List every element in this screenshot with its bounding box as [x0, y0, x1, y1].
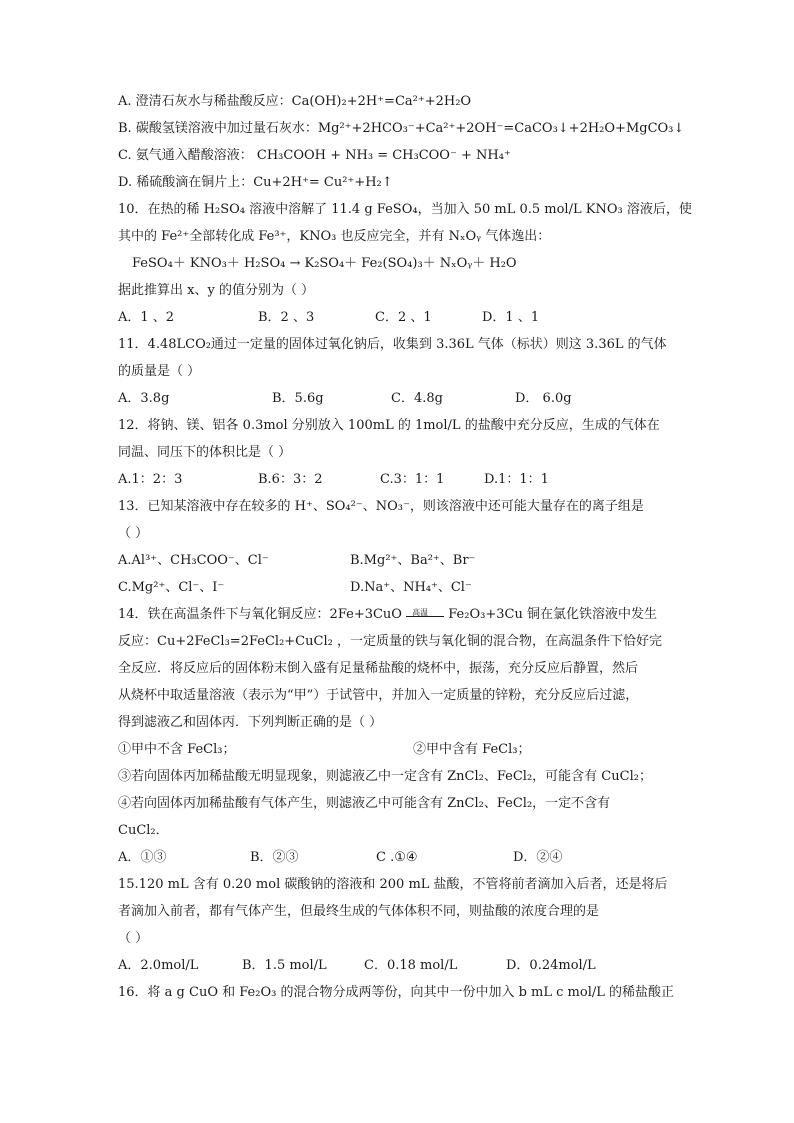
q14-statement-1: ①甲中不含 FeCl₃； [118, 742, 236, 757]
q16-stem-line1: 16．将 a g CuO 和 Fe₂O₃ 的混合物分成两等份，向其中一份中加入 b mL c mol/L 的稀盐酸正 [118, 985, 675, 1000]
q15-stem-line2: 者滴加入前者，都有气体产生，但最终生成的气体体积不同，则盐酸的浓度合理的是 [118, 904, 600, 919]
q10-option-c: C．2 、1 [375, 310, 432, 325]
q13-stem-line1: 13．已知某溶液中存在较多的 H⁺、SO₄²⁻、NO₃⁻，则该溶液中还可能大量存在的离子组是 [118, 499, 644, 514]
q14-option-a: A．①③ [118, 850, 167, 865]
q14-statement-4: ④若向固体丙加稀盐酸有气体产生，则滤液乙中可能含有 ZnCl₂、FeCl₂，一定不含有 [118, 796, 611, 811]
q14-statement-3: ③若向固体丙加稀盐酸无明显现象，则滤液乙中一定含有 ZnCl₂、FeCl₂，可能含有 CuCl₂； [118, 769, 652, 784]
q9-option-a: A. 澄清石灰水与稀盐酸反应：Ca(OH)₂+2H⁺=Ca²⁺+2H₂O [118, 94, 472, 109]
condition-line [406, 616, 444, 617]
q14-option-b: B．②③ [250, 850, 299, 865]
q15-stem-line3: （ ） [118, 931, 149, 946]
q12-stem-line2: 同温、同压下的体积比是（ ） [118, 445, 292, 460]
q12-option-c: C.3：1：1 [380, 472, 445, 487]
high-temp-condition-arrow [406, 609, 444, 621]
q15-option-b: B．1.5 mol/L [242, 958, 327, 973]
q14-stem-line5: 得到滤液乙和固体丙．下列判断正确的是（ ） [118, 715, 383, 730]
q13-stem-line2: （ ） [118, 526, 149, 541]
q14-stem-line1 [118, 605, 657, 625]
q12-option-a: A.1：2：3 [118, 472, 183, 487]
q14-option-c: C .①④ [376, 850, 418, 865]
q15-option-a: A．2.0mol/L [118, 958, 199, 973]
q9-option-c: C. 氨气通入醋酸溶液： CH₃COOH + NH₃ = CH₃COO⁻ + NH₄⁺ [118, 148, 511, 163]
q12-option-d: D.1：1：1 [484, 472, 549, 487]
q15-option-c: C．0.18 mol/L [364, 958, 458, 973]
q11-stem-line2: 的质量是（ ） [118, 364, 201, 379]
q9-option-d: D. 稀硫酸滴在铜片上：Cu+2H⁺= Cu²⁺+H₂↑ [118, 175, 393, 190]
q14-option-d: D．②④ [513, 850, 563, 865]
q10-option-d: D．1 、1 [482, 310, 540, 325]
q11-stem-line1: 11．4.48LCO₂通过一定量的固体过氧化钠后，收集到 3.36L 气体（标状）则这 3.36L 的气体 [118, 337, 667, 352]
condition-label: 高温 [412, 607, 429, 617]
q14-stem-line2: 反应：Cu+2FeCl₃=2FeCl₂+CuCl₂ ，一定质量的铁与氧化铜的混合物，在高温条件下恰好完 [118, 634, 662, 649]
q11-option-d: D． 6.0g [515, 391, 572, 406]
q10-option-b: B．2 、3 [258, 310, 315, 325]
q10-stem-line1: 10．在热的稀 H₂SO₄ 溶液中溶解了 11.4 g FeSO₄，当加入 50 mL 0.5 mol/L KNO₃ 溶液后，使 [118, 202, 692, 217]
q11-option-c: C．4.8g [391, 391, 443, 406]
q14-stem-line1-end: Fe₂O₃+3Cu 铜在氯化铁溶液中发生 [448, 607, 657, 622]
q14-stem-line1-start: 14．铁在高温条件下与氧化铜反应：2Fe+3CuO [118, 607, 402, 622]
q11-option-b: B．5.6g [272, 391, 324, 406]
q10-stem-line3: 据此推算出 x、y 的值分别为（ ） [118, 283, 315, 298]
q10-equation: FeSO₄＋ KNO₃＋ H₂SO₄ → K₂SO₄＋ Fe₂(SO₄)₃＋ NₓOᵧ＋ H₂O [132, 256, 517, 271]
q12-stem-line1: 12．将钠、镁、铝各 0.3mol 分别放入 100mL 的 1mol/L 的盐酸中充分反应，生成的气体在 [118, 418, 660, 433]
q11-option-a: A．3.8g [118, 391, 170, 406]
q15-stem-line1: 15.120 mL 含有 0.20 mol 碳酸钠的溶液和 200 mL 盐酸，不管将前者滴加入后者，还是将后 [118, 877, 668, 892]
q15-option-d: D．0.24mol/L [506, 958, 596, 973]
q13-option-a: A.Al³⁺、CH₃COO⁻、Cl⁻ [118, 553, 269, 568]
q14-statement-2: ②甲中含有 FeCl₃； [413, 742, 531, 757]
q13-option-d: D.Na⁺、NH₄⁺、Cl⁻ [350, 580, 472, 595]
q13-option-c: C.Mg²⁺、Cl⁻、I⁻ [118, 580, 225, 595]
q9-option-b: B. 碳酸氢镁溶液中加过量石灰水：Mg²⁺+2HCO₃⁻+Ca²⁺+2OH⁻=CaCO₃↓+2H₂O+MgCO₃↓ [118, 121, 685, 136]
q13-option-b: B.Mg²⁺、Ba²⁺、Br⁻ [350, 553, 476, 568]
q14-stem-line4: 从烧杯中取适量溶液（表示为“甲”）于试管中，并加入一定质量的锌粉，充分反应后过滤， [118, 688, 639, 703]
q10-option-a: A．1 、2 [118, 310, 175, 325]
q12-option-b: B.6：3：2 [258, 472, 323, 487]
q14-stem-line3: 全反应．将反应后的固体粉末倒入盛有足量稀盐酸的烧杯中，振荡，充分反应后静置，然后 [118, 661, 639, 676]
q10-stem-line2: 其中的 Fe²⁺全部转化成 Fe³⁺，KNO₃ 也反应完全，并有 NₓOᵧ 气体逸出： [118, 229, 551, 244]
q14-statement-4-cont: CuCl₂． [118, 823, 169, 838]
